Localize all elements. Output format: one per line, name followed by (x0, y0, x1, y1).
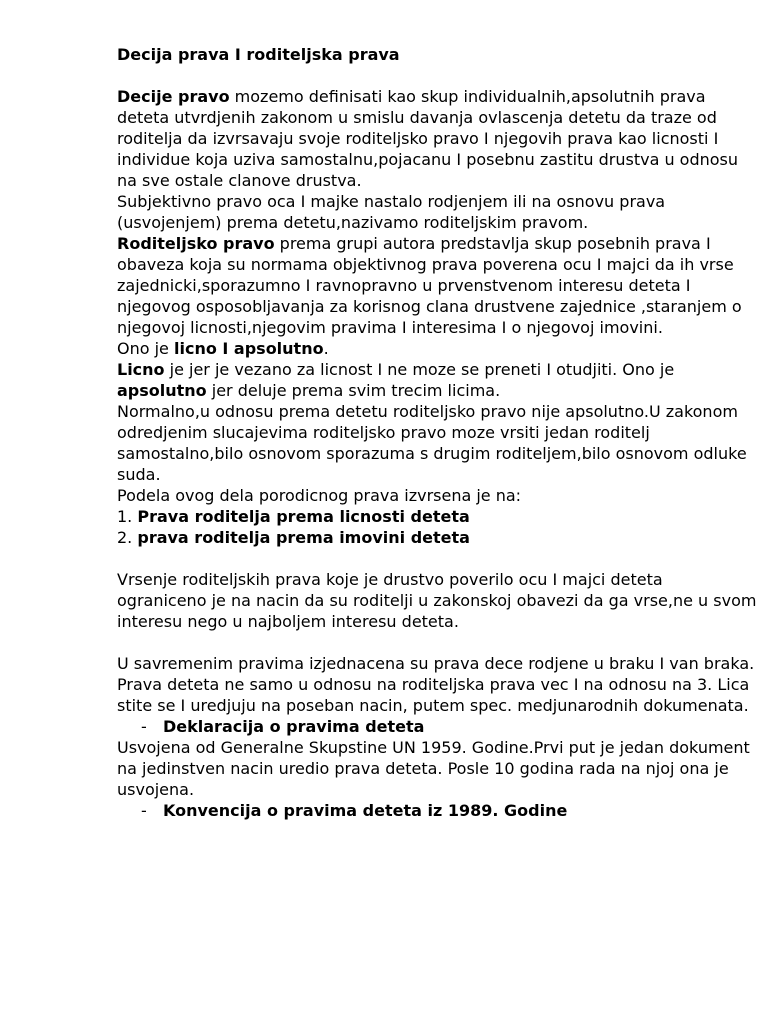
paragraph-text: je jer je vezano za licnost I ne moze se preneti I otudjiti. Ono je (164, 360, 675, 379)
numbered-item-1 (117, 506, 757, 527)
item-text: Konvencija o pravima deteta iz 1989. Godine (163, 801, 568, 820)
paragraph-text: jer deluje prema svim trecim licima. (206, 381, 501, 400)
paragraph-licno (117, 359, 757, 401)
paragraph-vrsenje: Vrsenje roditeljskih prava koje je drustvo poverilo ocu I majci deteta ograniceno je na nacin da su roditelji u zakonskoj obavezi da ga vrse,ne u svom interesu nego u najboljem interesu deteta. (117, 570, 757, 631)
paragraph-savremenim: U savremenim pravima izjednacena su prava dece rodjene u braku I van braka. Prava deteta ne samo u odnosu na roditeljska prava vec I na odnosu na 3. Lica stite se I uredjuju na poseban nacin, putem spec. medjunarodnih dokumenata. (117, 654, 755, 715)
item-number: 2. (117, 528, 138, 547)
paragraph-text: Ono je (117, 339, 174, 358)
paragraph-decije-pravo (117, 86, 757, 191)
paragraph-subjektivno-pravo: Subjektivno pravo oca I majke nastalo rodjenjem ili na osnovu prava (usvojenjem) prema detetu,nazivamo roditeljskim pravom. (117, 192, 666, 232)
term-licno-apsolutno: licno I apsolutno (173, 339, 324, 358)
paragraph-text: . (323, 339, 329, 358)
paragraph-ono-je (117, 338, 757, 359)
item-text: Prava roditelja prema licnosti deteta (137, 507, 470, 526)
blank-line (117, 548, 757, 569)
item-text: Deklaracija o pravima deteta (163, 717, 425, 736)
paragraph-text: mozemo definisati kao skup individualnih,apsolutnih prava deteta utvrdjenih zakonom u smislu davanja ovlascenja detetu da traze od roditelja da izvrsavaju svoje roditeljsko pravo I njegovih prava kao licnosti I individue koja uziva samostalnu,pojacanu I posebnu zastitu drustva u odnosu na sve ostale clanove drustva. (117, 87, 739, 190)
paragraph-text: prema grupi autora predstavlja skup posebnih prava I obaveza koja su normama objektivnog prava poverena ocu I majci da ih vrse zajednicki,sporazumno I ravnopravno u prvenstvenom interesu deteta I njegovog osposobljavanja za korisnog clana drustvene zajednice ,staranjem o njegovoj licnosti,njegovim pravima I interesima I o njegovoj imovini. (117, 234, 742, 337)
document-title: Decija prava I roditeljska prava (117, 45, 400, 64)
term-apsolutno: apsolutno (117, 381, 207, 400)
numbered-item-2 (117, 527, 757, 548)
dash-item-konvencija (117, 800, 757, 821)
term-licno: Licno (117, 360, 165, 379)
document-page (117, 44, 757, 821)
dash-bullet: - (141, 717, 147, 736)
paragraph-roditeljsko-pravo (117, 233, 757, 338)
item-text: prava roditelja prema imovini deteta (137, 528, 470, 547)
term-roditeljsko-pravo: Roditeljsko pravo (117, 234, 275, 253)
paragraph-podela: Podela ovog dela porodicnog prava izvrsena je na: (117, 486, 522, 505)
dash-item-deklaracija (117, 716, 757, 737)
paragraph-normalno: Normalno,u odnosu prema detetu roditeljsko pravo nije apsolutno.U zakonom odredjenim slucajevima roditeljsko pravo moze vrsiti jedan roditelj samostalno,bilo osnovom sporazuma s drugim roditeljem,bilo osnovom odluke suda. (117, 402, 747, 484)
dash-bullet: - (141, 801, 147, 820)
paragraph-usvojena: Usvojena od Generalne Skupstine UN 1959. Godine.Prvi put je jedan dokument na jedinstven nacin uredio prava deteta. Posle 10 godina rada na njoj ona je usvojena. (117, 738, 750, 799)
term-decije-pravo: Decije pravo (117, 87, 230, 106)
blank-line (117, 632, 757, 653)
item-number: 1. (117, 507, 138, 526)
